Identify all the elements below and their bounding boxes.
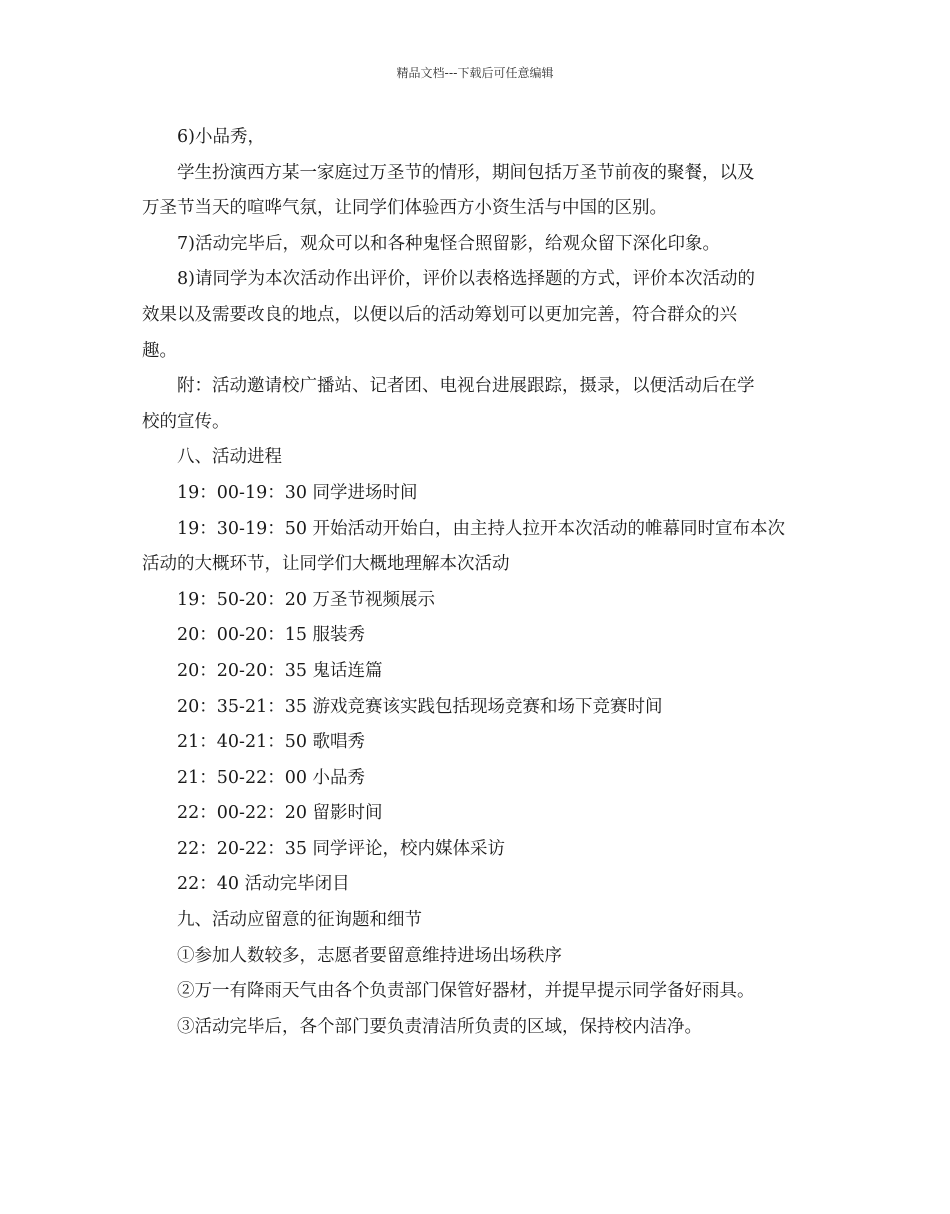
schedule-item: 19：30-19：50 开始活动开始白，由主持人拉开本次活动的帷幕同时宣布本次 — [177, 518, 786, 539]
schedule-item: 19：50-20：20 万圣节视频展示 — [177, 589, 436, 610]
paragraph-line: 效果以及需要改良的地点，以便以后的活动筹划可以更加完善，符合群众的兴 — [142, 304, 737, 325]
paragraph-line: 趣。 — [142, 340, 177, 361]
page-header: 精品文档---下载后可任意编辑 — [396, 66, 554, 80]
paragraph-line: 附：活动邀请校广播站、记者团、电视台进展跟踪，摄录，以便活动后在学 — [177, 376, 755, 397]
paragraph-line: 7)活动完毕后，观众可以和各种鬼怪合照留影，给观众留下深化印象。 — [177, 233, 720, 254]
notice-item: ②万一有降雨天气由各个负责部门保管好器材，并提早提示同学备好雨具。 — [177, 981, 755, 1002]
schedule-item-continuation: 活动的大概环节，让同学们大概地理解本次活动 — [142, 554, 510, 575]
paragraph-line: 万圣节当天的喧哗气氛，让同学们体验西方小资生活与中国的区别。 — [142, 198, 667, 219]
paragraph-line: 学生扮演西方某一家庭过万圣节的情形，期间包括万圣节前夜的聚餐，以及 — [177, 162, 755, 183]
paragraph-line: 6)小品秀， — [177, 127, 265, 147]
schedule-item: 20：35-21：35 游戏竞赛该实践包括现场竞赛和场下竞赛时间 — [177, 696, 663, 717]
schedule-item: 19：00-19：30 同学进场时间 — [177, 482, 418, 503]
schedule-item: 20：00-20：15 服装秀 — [177, 625, 366, 646]
section-heading: 九、活动应留意的征询题和细节 — [177, 910, 422, 931]
section-heading: 八、活动进程 — [177, 447, 282, 468]
paragraph-line: 8)请同学为本次活动作出评价，评价以表格选择题的方式，评价本次活动的 — [177, 269, 755, 290]
schedule-item: 20：20-20：35 鬼话连篇 — [177, 660, 383, 681]
schedule-item: 22：20-22：35 同学评论，校内媒体采访 — [177, 838, 506, 859]
schedule-item: 21：50-22：00 小品秀 — [177, 767, 366, 788]
document-body — [142, 120, 812, 1045]
paragraph-line: 校的宣传。 — [142, 411, 230, 432]
notice-item: ③活动完毕后，各个部门要负责清洁所负责的区域，保持校内洁净。 — [177, 1016, 702, 1037]
schedule-item: 22：00-22：20 留影时间 — [177, 803, 383, 824]
schedule-item: 22：40 活动完毕闭目 — [177, 874, 350, 895]
schedule-item: 21：40-21：50 歌唱秀 — [177, 732, 366, 753]
notice-item: ①参加人数较多，志愿者要留意维持进场出场秩序 — [177, 945, 562, 966]
